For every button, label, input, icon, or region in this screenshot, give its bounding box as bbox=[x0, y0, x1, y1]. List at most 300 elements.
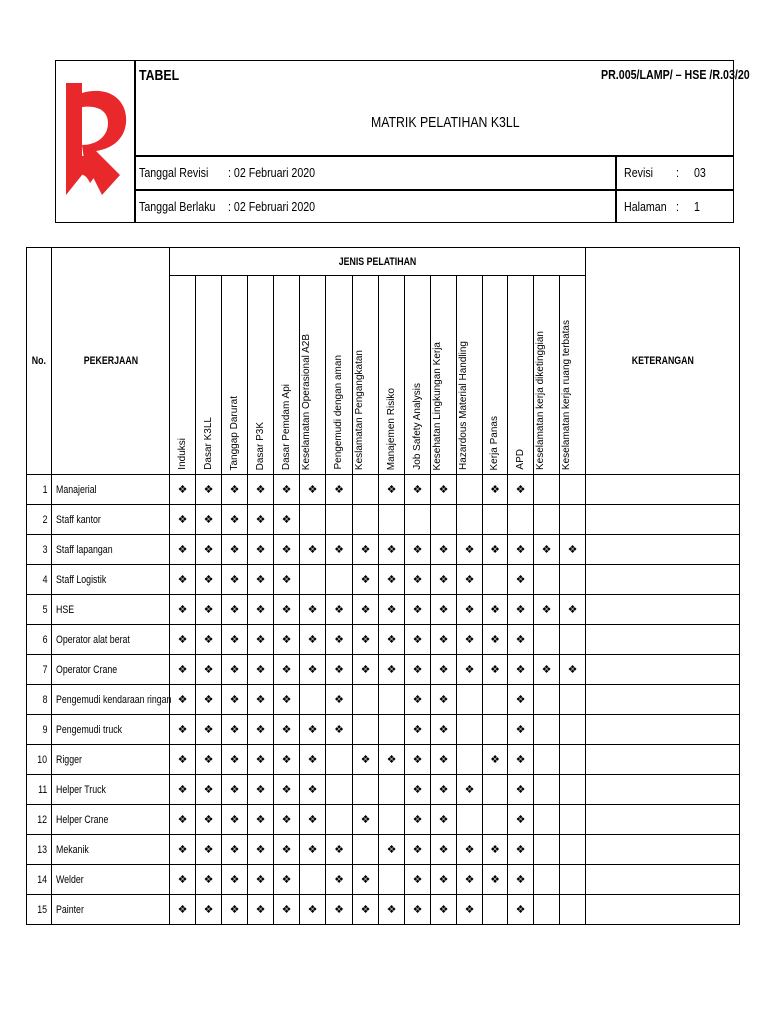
training-name: Manajemen Risiko bbox=[385, 387, 397, 470]
training-cell bbox=[431, 865, 457, 895]
training-required-mark-icon: ❖ bbox=[515, 724, 526, 736]
training-cell bbox=[483, 595, 508, 625]
training-required-mark-icon: ❖ bbox=[255, 574, 266, 586]
training-required-mark-icon: ❖ bbox=[203, 904, 214, 916]
training-cell bbox=[508, 745, 534, 775]
training-cell bbox=[483, 715, 508, 745]
training-required-mark-icon: ❖ bbox=[255, 904, 266, 916]
training-cell bbox=[196, 595, 222, 625]
training-cell bbox=[405, 865, 431, 895]
training-cell bbox=[353, 655, 379, 685]
training-required-mark-icon: ❖ bbox=[412, 634, 423, 646]
training-cell bbox=[457, 565, 483, 595]
training-required-mark-icon: ❖ bbox=[515, 574, 526, 586]
training-cell bbox=[274, 715, 300, 745]
table-label: TABEL bbox=[139, 67, 180, 84]
column-header-training bbox=[170, 276, 196, 475]
training-cell bbox=[379, 805, 405, 835]
training-required-mark-icon: ❖ bbox=[386, 634, 397, 646]
training-required-mark-icon: ❖ bbox=[412, 484, 423, 496]
training-required-mark-icon: ❖ bbox=[255, 484, 266, 496]
training-cell bbox=[353, 625, 379, 655]
training-required-mark-icon: ❖ bbox=[386, 604, 397, 616]
training-cell bbox=[274, 655, 300, 685]
training-cell bbox=[379, 895, 405, 925]
training-cell bbox=[483, 535, 508, 565]
training-cell bbox=[326, 775, 353, 805]
training-required-mark-icon: ❖ bbox=[229, 604, 240, 616]
training-cell bbox=[379, 715, 405, 745]
training-required-mark-icon: ❖ bbox=[255, 664, 266, 676]
column-header-training bbox=[353, 276, 379, 475]
training-cell bbox=[248, 745, 274, 775]
training-required-mark-icon: ❖ bbox=[412, 844, 423, 856]
training-cell bbox=[274, 805, 300, 835]
training-cell bbox=[457, 805, 483, 835]
note-cell bbox=[586, 655, 740, 685]
training-name: Dasar Pemdam Api bbox=[280, 383, 292, 470]
training-required-mark-icon: ❖ bbox=[203, 784, 214, 796]
table-row bbox=[27, 565, 740, 595]
training-required-mark-icon: ❖ bbox=[567, 544, 578, 556]
training-cell bbox=[560, 805, 586, 835]
training-required-mark-icon: ❖ bbox=[490, 664, 500, 676]
training-required-mark-icon: ❖ bbox=[229, 634, 240, 646]
row-number: 6 bbox=[27, 625, 52, 655]
training-cell bbox=[431, 895, 457, 925]
training-required-mark-icon: ❖ bbox=[281, 874, 292, 886]
training-cell bbox=[405, 655, 431, 685]
training-cell bbox=[508, 835, 534, 865]
training-cell bbox=[560, 535, 586, 565]
note-cell bbox=[586, 805, 740, 835]
training-cell bbox=[457, 775, 483, 805]
training-cell bbox=[508, 625, 534, 655]
training-cell bbox=[405, 535, 431, 565]
training-cell bbox=[248, 625, 274, 655]
column-header-training bbox=[274, 276, 300, 475]
training-cell bbox=[300, 775, 326, 805]
job-title: Welder bbox=[52, 865, 170, 895]
training-cell bbox=[248, 565, 274, 595]
training-cell bbox=[300, 655, 326, 685]
training-cell bbox=[508, 535, 534, 565]
training-required-mark-icon: ❖ bbox=[307, 634, 318, 646]
training-cell bbox=[196, 805, 222, 835]
training-required-mark-icon: ❖ bbox=[255, 694, 266, 706]
job-title: Helper Truck bbox=[52, 775, 170, 805]
table-row bbox=[27, 895, 740, 925]
training-cell bbox=[560, 745, 586, 775]
training-cell bbox=[300, 745, 326, 775]
training-required-mark-icon: ❖ bbox=[360, 754, 371, 766]
training-cell bbox=[379, 625, 405, 655]
training-cell bbox=[483, 835, 508, 865]
training-required-mark-icon: ❖ bbox=[360, 904, 371, 916]
training-cell bbox=[170, 745, 196, 775]
training-cell bbox=[508, 895, 534, 925]
table-row bbox=[27, 505, 740, 535]
training-required-mark-icon: ❖ bbox=[438, 664, 449, 676]
training-cell bbox=[560, 835, 586, 865]
training-cell bbox=[405, 835, 431, 865]
training-required-mark-icon: ❖ bbox=[412, 664, 423, 676]
training-cell bbox=[248, 835, 274, 865]
training-required-mark-icon: ❖ bbox=[203, 634, 214, 646]
note-cell bbox=[586, 625, 740, 655]
training-cell bbox=[274, 685, 300, 715]
training-cell bbox=[457, 895, 483, 925]
training-required-mark-icon: ❖ bbox=[438, 724, 449, 736]
training-cell bbox=[534, 535, 560, 565]
training-required-mark-icon: ❖ bbox=[438, 484, 449, 496]
training-cell bbox=[274, 625, 300, 655]
training-cell bbox=[508, 865, 534, 895]
training-cell bbox=[560, 565, 586, 595]
training-cell bbox=[483, 775, 508, 805]
training-required-mark-icon: ❖ bbox=[567, 604, 578, 616]
training-required-mark-icon: ❖ bbox=[229, 574, 240, 586]
column-header-job: PEKERJAAN bbox=[52, 248, 170, 475]
training-cell bbox=[248, 475, 274, 505]
training-required-mark-icon: ❖ bbox=[360, 664, 371, 676]
note-cell bbox=[586, 535, 740, 565]
training-cell bbox=[560, 625, 586, 655]
column-header-training bbox=[196, 276, 222, 475]
training-required-mark-icon: ❖ bbox=[515, 694, 526, 706]
training-cell bbox=[274, 475, 300, 505]
training-cell bbox=[457, 475, 483, 505]
training-cell bbox=[196, 625, 222, 655]
training-cell bbox=[196, 655, 222, 685]
training-cell bbox=[353, 505, 379, 535]
training-required-mark-icon: ❖ bbox=[438, 694, 449, 706]
training-cell bbox=[534, 475, 560, 505]
training-required-mark-icon: ❖ bbox=[281, 544, 292, 556]
training-cell bbox=[170, 835, 196, 865]
training-required-mark-icon: ❖ bbox=[438, 604, 449, 616]
training-required-mark-icon: ❖ bbox=[515, 874, 526, 886]
training-cell bbox=[326, 745, 353, 775]
column-header-training bbox=[326, 276, 353, 475]
note-cell bbox=[586, 685, 740, 715]
training-required-mark-icon: ❖ bbox=[281, 574, 292, 586]
training-required-mark-icon: ❖ bbox=[255, 844, 266, 856]
training-required-mark-icon: ❖ bbox=[229, 724, 240, 736]
job-title: Staff kantor bbox=[52, 505, 170, 535]
training-required-mark-icon: ❖ bbox=[255, 784, 266, 796]
training-cell bbox=[483, 895, 508, 925]
training-required-mark-icon: ❖ bbox=[203, 514, 214, 526]
training-cell bbox=[560, 895, 586, 925]
training-cell bbox=[379, 775, 405, 805]
training-cell bbox=[222, 505, 248, 535]
training-cell bbox=[326, 685, 353, 715]
training-cell bbox=[508, 685, 534, 715]
training-required-mark-icon: ❖ bbox=[307, 544, 318, 556]
note-cell bbox=[586, 775, 740, 805]
training-cell bbox=[457, 595, 483, 625]
training-required-mark-icon: ❖ bbox=[360, 874, 371, 886]
training-cell bbox=[222, 805, 248, 835]
training-required-mark-icon: ❖ bbox=[177, 484, 188, 496]
training-required-mark-icon: ❖ bbox=[203, 814, 214, 826]
training-required-mark-icon: ❖ bbox=[203, 724, 214, 736]
training-name: Keslamatan Pengangkatan bbox=[353, 349, 365, 470]
training-required-mark-icon: ❖ bbox=[203, 604, 214, 616]
training-required-mark-icon: ❖ bbox=[203, 694, 214, 706]
training-required-mark-icon: ❖ bbox=[281, 814, 292, 826]
training-required-mark-icon: ❖ bbox=[515, 904, 526, 916]
training-cell bbox=[379, 655, 405, 685]
training-cell bbox=[170, 895, 196, 925]
training-cell bbox=[248, 655, 274, 685]
training-required-mark-icon: ❖ bbox=[281, 844, 292, 856]
effective-date-value: : 02 Februari 2020 bbox=[228, 199, 316, 214]
training-required-mark-icon: ❖ bbox=[203, 874, 214, 886]
training-required-mark-icon: ❖ bbox=[177, 844, 188, 856]
training-required-mark-icon: ❖ bbox=[515, 844, 526, 856]
training-cell bbox=[300, 805, 326, 835]
training-cell bbox=[274, 505, 300, 535]
note-cell bbox=[586, 475, 740, 505]
row-number: 9 bbox=[27, 715, 52, 745]
training-cell bbox=[560, 505, 586, 535]
training-cell bbox=[274, 745, 300, 775]
job-title: Operator Crane bbox=[52, 655, 170, 685]
training-cell bbox=[300, 895, 326, 925]
training-cell bbox=[457, 715, 483, 745]
training-required-mark-icon: ❖ bbox=[464, 604, 475, 616]
training-required-mark-icon: ❖ bbox=[307, 784, 318, 796]
training-required-mark-icon: ❖ bbox=[412, 574, 423, 586]
training-required-mark-icon: ❖ bbox=[281, 514, 292, 526]
training-cell bbox=[248, 535, 274, 565]
training-name: Pengemudi dengan aman bbox=[333, 355, 344, 470]
job-title: Staff Logistik bbox=[52, 565, 170, 595]
training-required-mark-icon: ❖ bbox=[334, 604, 344, 616]
training-required-mark-icon: ❖ bbox=[464, 634, 475, 646]
training-cell bbox=[379, 595, 405, 625]
note-cell bbox=[586, 835, 740, 865]
training-required-mark-icon: ❖ bbox=[281, 784, 292, 796]
document-title: MATRIK PELATIHAN K3LL bbox=[371, 114, 520, 131]
column-header-no: No. bbox=[27, 248, 52, 475]
training-required-mark-icon: ❖ bbox=[541, 604, 552, 616]
training-required-mark-icon: ❖ bbox=[360, 544, 371, 556]
training-required-mark-icon: ❖ bbox=[307, 904, 318, 916]
training-required-mark-icon: ❖ bbox=[281, 694, 292, 706]
training-cell bbox=[222, 835, 248, 865]
training-required-mark-icon: ❖ bbox=[334, 694, 344, 706]
training-cell bbox=[300, 565, 326, 595]
training-required-mark-icon: ❖ bbox=[281, 904, 292, 916]
training-cell bbox=[326, 505, 353, 535]
training-name: Keselamatan Operasional A2B bbox=[300, 333, 312, 470]
column-header-training bbox=[222, 276, 248, 475]
training-cell bbox=[431, 775, 457, 805]
training-cell bbox=[534, 505, 560, 535]
training-cell bbox=[170, 505, 196, 535]
training-cell bbox=[222, 655, 248, 685]
training-cell bbox=[170, 535, 196, 565]
training-required-mark-icon: ❖ bbox=[334, 544, 344, 556]
row-number: 8 bbox=[27, 685, 52, 715]
training-required-mark-icon: ❖ bbox=[360, 814, 371, 826]
training-cell bbox=[196, 715, 222, 745]
training-cell bbox=[457, 685, 483, 715]
training-cell bbox=[274, 865, 300, 895]
training-cell bbox=[405, 685, 431, 715]
training-required-mark-icon: ❖ bbox=[255, 604, 266, 616]
training-cell bbox=[534, 835, 560, 865]
training-cell bbox=[170, 625, 196, 655]
revision-colon: : bbox=[676, 165, 679, 180]
training-cell bbox=[431, 745, 457, 775]
training-cell bbox=[457, 835, 483, 865]
training-required-mark-icon: ❖ bbox=[229, 694, 240, 706]
training-cell bbox=[483, 655, 508, 685]
training-cell bbox=[274, 595, 300, 625]
training-cell bbox=[274, 535, 300, 565]
training-cell bbox=[274, 895, 300, 925]
training-required-mark-icon: ❖ bbox=[307, 814, 318, 826]
note-cell bbox=[586, 715, 740, 745]
training-cell bbox=[560, 865, 586, 895]
training-cell bbox=[326, 565, 353, 595]
training-cell bbox=[274, 775, 300, 805]
training-required-mark-icon: ❖ bbox=[490, 544, 500, 556]
training-required-mark-icon: ❖ bbox=[386, 664, 397, 676]
training-cell bbox=[274, 565, 300, 595]
training-cell bbox=[300, 835, 326, 865]
training-cell bbox=[457, 745, 483, 775]
training-cell bbox=[508, 565, 534, 595]
training-cell bbox=[353, 745, 379, 775]
column-header-training bbox=[483, 276, 508, 475]
training-cell bbox=[353, 865, 379, 895]
column-header-note: KETERANGAN bbox=[586, 248, 740, 475]
training-cell bbox=[248, 595, 274, 625]
training-cell bbox=[483, 625, 508, 655]
training-required-mark-icon: ❖ bbox=[464, 874, 475, 886]
training-cell bbox=[405, 505, 431, 535]
training-cell bbox=[248, 805, 274, 835]
training-required-mark-icon: ❖ bbox=[464, 844, 475, 856]
training-required-mark-icon: ❖ bbox=[255, 724, 266, 736]
training-required-mark-icon: ❖ bbox=[229, 904, 240, 916]
training-cell bbox=[560, 655, 586, 685]
training-required-mark-icon: ❖ bbox=[177, 784, 188, 796]
training-cell bbox=[222, 685, 248, 715]
training-cell bbox=[534, 865, 560, 895]
training-required-mark-icon: ❖ bbox=[412, 874, 423, 886]
column-header-training bbox=[379, 276, 405, 475]
revision-date-value: : 02 Februari 2020 bbox=[228, 165, 316, 180]
training-cell bbox=[483, 805, 508, 835]
training-cell bbox=[560, 715, 586, 745]
training-cell bbox=[196, 505, 222, 535]
training-required-mark-icon: ❖ bbox=[490, 754, 500, 766]
training-required-mark-icon: ❖ bbox=[203, 754, 214, 766]
training-required-mark-icon: ❖ bbox=[515, 784, 526, 796]
training-required-mark-icon: ❖ bbox=[334, 844, 344, 856]
training-name: Hazardous Material Handling bbox=[457, 341, 469, 470]
table-row bbox=[27, 595, 740, 625]
training-required-mark-icon: ❖ bbox=[541, 664, 552, 676]
training-cell bbox=[483, 745, 508, 775]
training-cell bbox=[196, 475, 222, 505]
training-required-mark-icon: ❖ bbox=[515, 634, 526, 646]
training-cell bbox=[353, 715, 379, 745]
training-required-mark-icon: ❖ bbox=[438, 904, 449, 916]
training-required-mark-icon: ❖ bbox=[203, 484, 214, 496]
training-required-mark-icon: ❖ bbox=[177, 664, 188, 676]
training-cell bbox=[508, 475, 534, 505]
training-required-mark-icon: ❖ bbox=[515, 664, 526, 676]
training-cell bbox=[248, 775, 274, 805]
training-cell bbox=[534, 595, 560, 625]
training-cell bbox=[457, 535, 483, 565]
training-cell bbox=[300, 595, 326, 625]
training-required-mark-icon: ❖ bbox=[307, 844, 318, 856]
column-header-training bbox=[431, 276, 457, 475]
training-cell bbox=[353, 595, 379, 625]
revision-label: Revisi bbox=[624, 165, 654, 180]
training-cell bbox=[300, 475, 326, 505]
training-required-mark-icon: ❖ bbox=[177, 634, 188, 646]
training-cell bbox=[405, 625, 431, 655]
training-required-mark-icon: ❖ bbox=[334, 484, 344, 496]
training-cell bbox=[508, 805, 534, 835]
training-required-mark-icon: ❖ bbox=[386, 484, 397, 496]
row-number: 4 bbox=[27, 565, 52, 595]
training-cell bbox=[353, 835, 379, 865]
training-required-mark-icon: ❖ bbox=[307, 754, 318, 766]
job-title: Staff lapangan bbox=[52, 535, 170, 565]
training-cell bbox=[326, 865, 353, 895]
training-required-mark-icon: ❖ bbox=[490, 604, 500, 616]
training-cell bbox=[405, 745, 431, 775]
training-required-mark-icon: ❖ bbox=[490, 874, 500, 886]
training-cell bbox=[534, 745, 560, 775]
training-cell bbox=[300, 535, 326, 565]
training-required-mark-icon: ❖ bbox=[515, 754, 526, 766]
training-cell bbox=[431, 505, 457, 535]
training-required-mark-icon: ❖ bbox=[229, 784, 240, 796]
training-required-mark-icon: ❖ bbox=[464, 574, 475, 586]
training-required-mark-icon: ❖ bbox=[229, 664, 240, 676]
training-required-mark-icon: ❖ bbox=[386, 574, 397, 586]
training-required-mark-icon: ❖ bbox=[177, 694, 188, 706]
training-required-mark-icon: ❖ bbox=[334, 634, 344, 646]
row-number: 13 bbox=[27, 835, 52, 865]
training-cell bbox=[431, 685, 457, 715]
revision-date-label: Tanggal Revisi bbox=[139, 165, 209, 180]
job-title: Rigger bbox=[52, 745, 170, 775]
training-cell bbox=[431, 625, 457, 655]
training-cell bbox=[534, 625, 560, 655]
job-title: HSE bbox=[52, 595, 170, 625]
training-required-mark-icon: ❖ bbox=[464, 904, 475, 916]
training-required-mark-icon: ❖ bbox=[438, 784, 449, 796]
column-header-training bbox=[248, 276, 274, 475]
training-required-mark-icon: ❖ bbox=[412, 544, 423, 556]
training-required-mark-icon: ❖ bbox=[281, 634, 292, 646]
training-cell bbox=[222, 865, 248, 895]
training-cell bbox=[326, 805, 353, 835]
training-required-mark-icon: ❖ bbox=[412, 604, 423, 616]
